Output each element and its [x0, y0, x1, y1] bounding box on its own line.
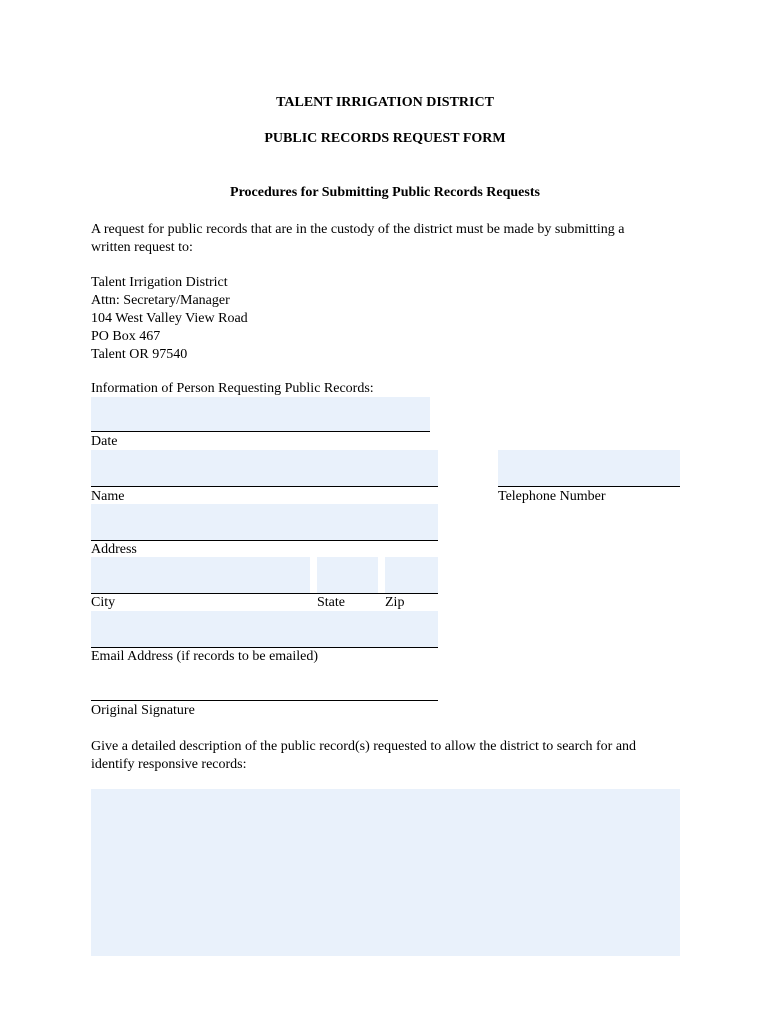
procedures-heading: Procedures for Submitting Public Records Requests [230, 185, 540, 200]
email-label: Email Address (if records to be emailed) [91, 649, 319, 664]
telephone-field[interactable] [498, 450, 680, 487]
date-field[interactable] [91, 397, 430, 432]
description-line-1: Give a detailed description of the public record(s) requested to allow the district to search for and [91, 739, 637, 754]
signature-label: Original Signature [91, 703, 195, 718]
address-line-2: Attn: Secretary/Manager [91, 293, 230, 308]
address-line-1: Talent Irrigation District [91, 275, 228, 290]
city-state-zip-rule [91, 593, 438, 594]
intro-paragraph [91, 221, 691, 257]
mailing-address [91, 274, 691, 364]
address-field[interactable] [91, 504, 438, 541]
address-line-3: 104 West Valley View Road [91, 311, 248, 326]
address-line-5: Talent OR 97540 [91, 347, 188, 362]
name-label: Name [91, 489, 125, 504]
state-label: State [317, 595, 345, 610]
address-line-4: PO Box 467 [91, 329, 161, 344]
city-field[interactable] [91, 557, 310, 593]
zip-field[interactable] [385, 557, 438, 593]
name-field[interactable] [91, 450, 438, 487]
description-instructions [91, 738, 701, 774]
signature-line[interactable] [91, 700, 438, 701]
address-label: Address [91, 542, 137, 557]
zip-label: Zip [385, 595, 405, 610]
form-title: PUBLIC RECORDS REQUEST FORM [264, 131, 506, 146]
city-label: City [91, 595, 116, 610]
description-line-2: identify responsive records: [91, 757, 247, 772]
intro-line-2: written request to: [91, 240, 193, 255]
organization-title: TALENT IRRIGATION DISTRICT [276, 95, 494, 110]
date-label: Date [91, 434, 118, 449]
intro-line-1: A request for public records that are in the custody of the district must be made by submitting a [91, 222, 625, 237]
requester-heading: Information of Person Requesting Public Records: [91, 381, 374, 396]
email-field[interactable] [91, 611, 438, 648]
description-textarea[interactable] [91, 789, 680, 956]
state-field[interactable] [317, 557, 378, 593]
telephone-label: Telephone Number [498, 489, 606, 504]
